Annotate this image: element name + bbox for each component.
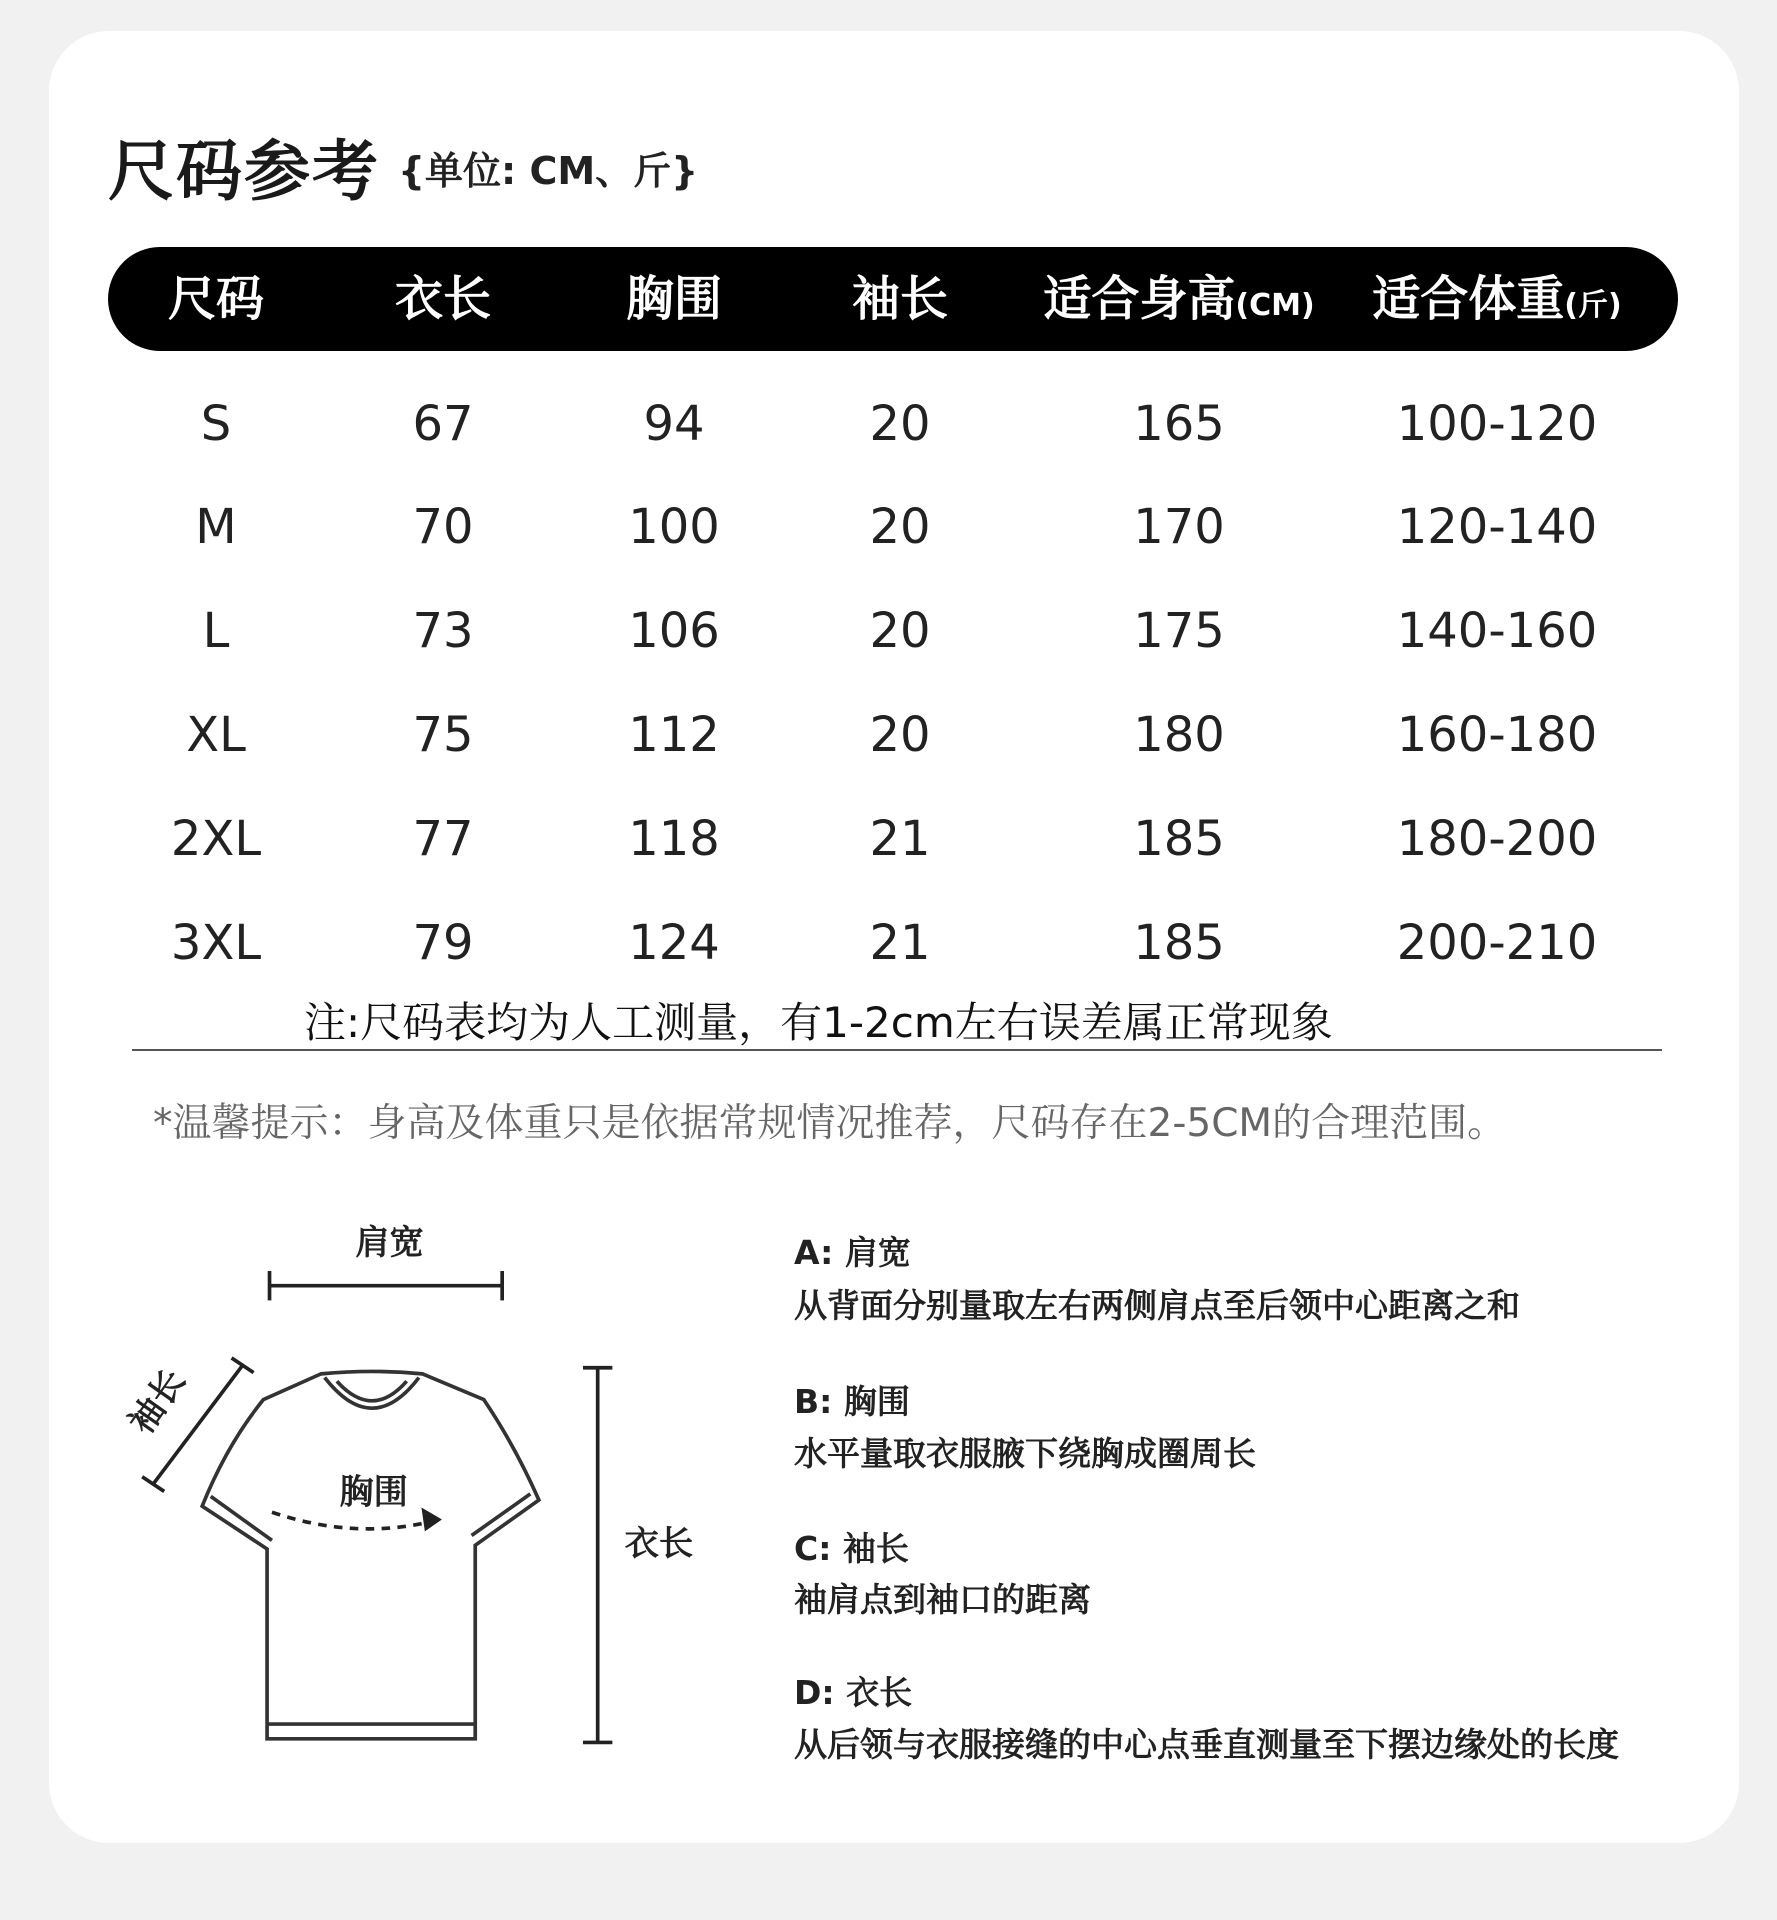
definition-c-label: C: 袖长 xyxy=(794,1529,909,1568)
table-cell: XL xyxy=(186,707,246,763)
table-cell: 20 xyxy=(869,707,931,763)
table-cell: 175 xyxy=(1133,603,1225,659)
definition-d-text: 从后领与衣服接缝的中心点垂直测量至下摆边缘处的长度 xyxy=(794,1725,1619,1764)
definition-b-label: B: 胸围 xyxy=(794,1382,910,1421)
header-size: 尺码 xyxy=(167,271,265,327)
table-cell: 2XL xyxy=(170,811,262,867)
unit-label: {单位: CM、斤} xyxy=(398,149,699,193)
definition-a-label: A: 肩宽 xyxy=(794,1233,911,1272)
table-cell: 124 xyxy=(628,915,720,971)
measurement-note: 注:尺码表均为人工测量，有1-2cm左右误差属正常现象 xyxy=(304,998,1333,1047)
table-cell: 200-210 xyxy=(1396,915,1598,971)
table-cell: 20 xyxy=(869,603,931,659)
table-cell: 20 xyxy=(869,499,931,555)
page-title: 尺码参考 xyxy=(108,133,380,210)
table-cell: 165 xyxy=(1133,396,1225,452)
warm-tip: *温馨提示：身高及体重只是依据常规情况推荐，尺码存在2-5CM的合理范围。 xyxy=(153,1101,1507,1146)
table-cell: 140-160 xyxy=(1396,603,1598,659)
header-length: 衣长 xyxy=(394,271,492,327)
table-cell: 170 xyxy=(1133,499,1225,555)
table-cell: 73 xyxy=(412,603,474,659)
definition-a-text: 从背面分别量取左右两侧肩点至后领中心距离之和 xyxy=(794,1286,1520,1325)
definition-d-label: D: 衣长 xyxy=(794,1673,913,1712)
label-chest: 胸围 xyxy=(339,1472,408,1513)
table-cell: 100-120 xyxy=(1396,396,1598,452)
table-cell: 100 xyxy=(628,499,720,555)
label-sleeve: 袖长 xyxy=(121,1362,194,1442)
table-cell: 21 xyxy=(869,915,931,971)
definition-b-text: 水平量取衣服腋下绕胸成圈周长 xyxy=(794,1434,1256,1473)
table-cell: 185 xyxy=(1133,915,1225,971)
table-cell: 180 xyxy=(1133,707,1225,763)
table-cell: 160-180 xyxy=(1396,707,1598,763)
table-cell: M xyxy=(195,499,237,555)
header-weight-label: 适合体重 xyxy=(1372,271,1565,327)
table-cell: 75 xyxy=(412,707,474,763)
table-cell: 77 xyxy=(412,811,474,867)
tshirt-outline xyxy=(202,1371,539,1738)
table-cell: 106 xyxy=(628,603,720,659)
header-sleeve: 袖长 xyxy=(851,271,949,327)
label-length: 衣长 xyxy=(624,1524,694,1565)
table-cell: 180-200 xyxy=(1396,811,1598,867)
table-cell: 185 xyxy=(1133,811,1225,867)
header-chest: 胸围 xyxy=(625,271,723,327)
table-cell: 20 xyxy=(869,396,931,452)
table-cell: 67 xyxy=(412,396,474,452)
table-cell: 21 xyxy=(869,811,931,867)
label-shoulder: 肩宽 xyxy=(355,1222,424,1263)
header-weight-unit: (斤) xyxy=(1564,288,1622,323)
table-cell: 118 xyxy=(628,811,720,867)
definition-c-text: 袖肩点到袖口的距离 xyxy=(794,1580,1091,1619)
table-cell: 94 xyxy=(643,396,705,452)
table-cell: 70 xyxy=(412,499,474,555)
table-cell: 112 xyxy=(628,707,720,763)
header-height-unit: (CM) xyxy=(1235,288,1315,323)
table-cell: 3XL xyxy=(170,915,262,971)
header-height-label: 适合身高 xyxy=(1043,271,1236,327)
table-cell: L xyxy=(202,603,230,659)
table-cell: 120-140 xyxy=(1396,499,1598,555)
table-cell: S xyxy=(200,396,232,452)
table-cell: 79 xyxy=(412,915,474,971)
